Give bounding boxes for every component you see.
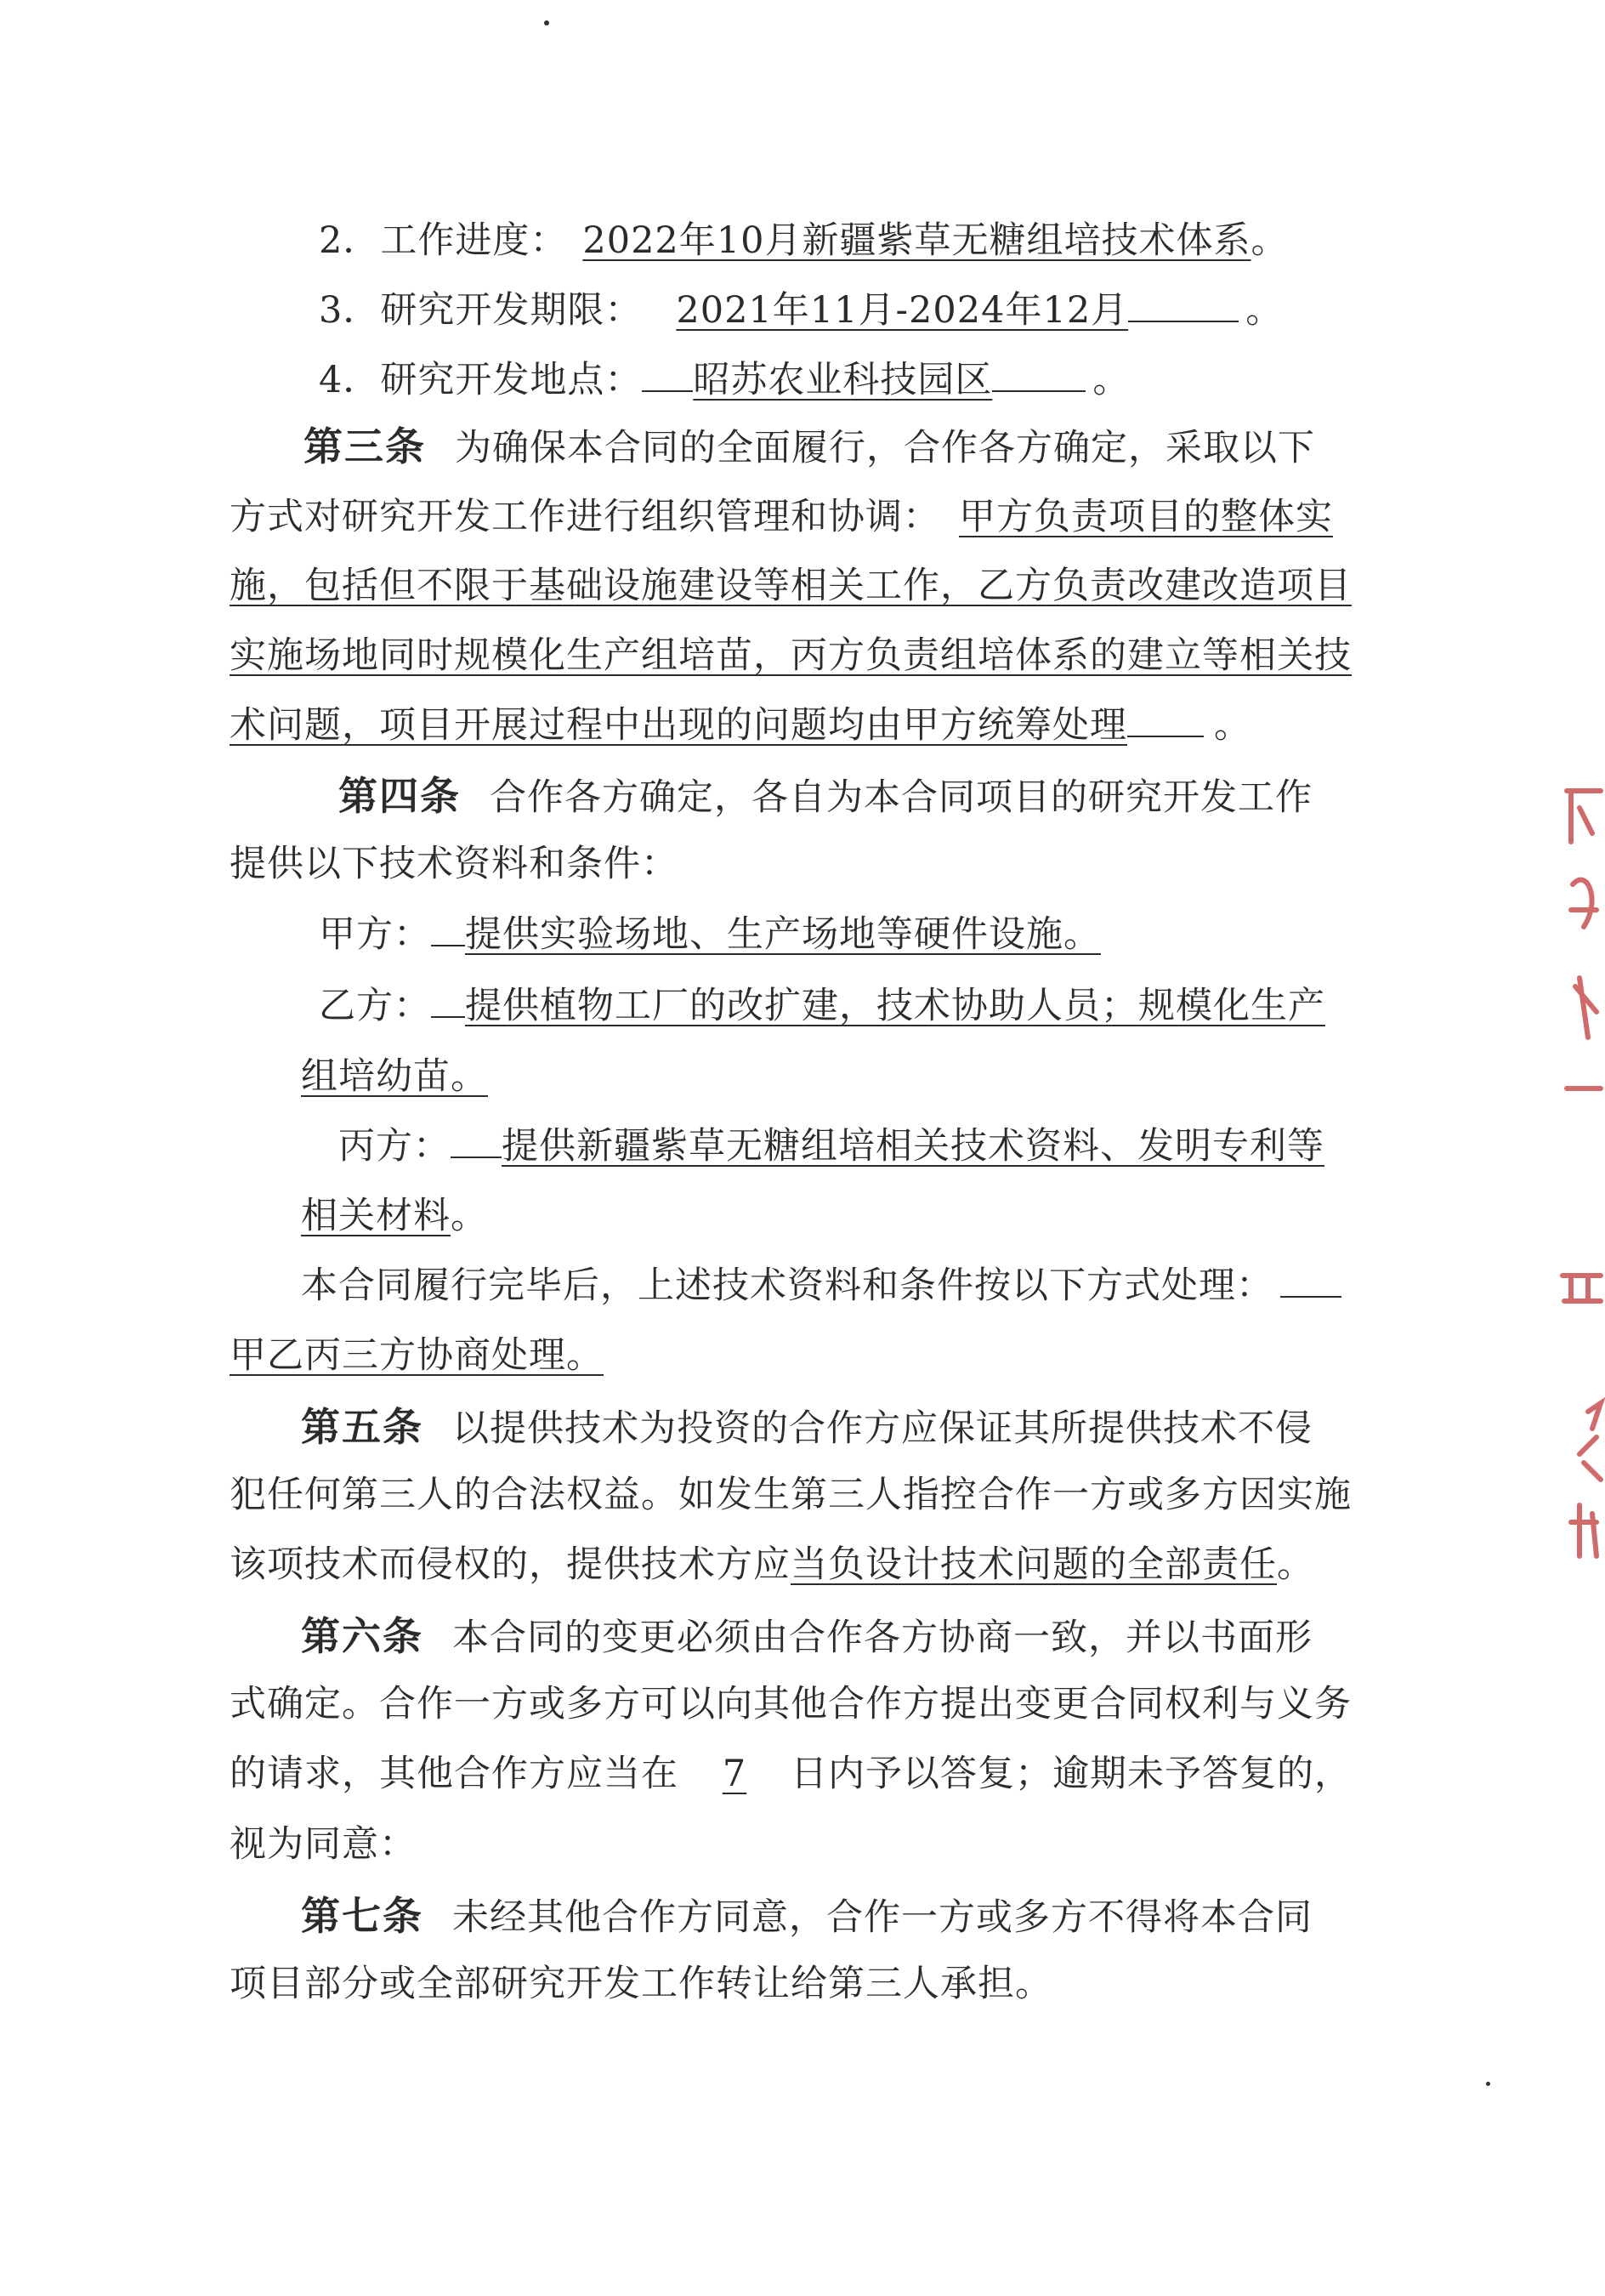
art6-days — [678, 1753, 791, 1795]
item-3-label: 3．研究开发期限： — [319, 289, 643, 332]
art4-bing-value-2: 相关材料 — [301, 1195, 451, 1237]
item-4-line — [319, 361, 1130, 399]
item-2-line — [319, 219, 1289, 262]
seal-fragment-lower — [1554, 1267, 1605, 1573]
art6-heading: 第六条 — [301, 1613, 423, 1659]
art4-line-2: 提供以下技术资料和条件： — [230, 843, 678, 885]
art7-line-2: 项目部分或全部研究开发工作转让给第三人承担。 — [230, 1963, 1052, 2005]
art6-line-1 — [301, 1613, 1313, 1659]
art5-text-3b: 当负设计技术问题的全部责任 — [791, 1543, 1277, 1586]
art4-yi-line-1 — [319, 987, 1325, 1025]
art5-text-3a: 该项技术而侵权的，提供技术方应 — [230, 1543, 791, 1586]
art3-tail: 。 — [1214, 704, 1251, 747]
art6-text-1: 本合同的变更必须由合作各方协商一致，并以书面形 — [452, 1617, 1313, 1659]
art4-bing-value-1: 提供新疆紫草无糖组培相关技术资料、发明专利等 — [502, 1125, 1324, 1168]
art4-yi-label: 乙方： — [319, 985, 431, 1027]
art3-line-5 — [230, 704, 1251, 747]
art6-line-4: 视为同意： — [230, 1823, 417, 1866]
art4-after-blank — [1280, 1267, 1341, 1298]
art5-text-1: 以提供技术为投资的合作方应保证其所提供技术不侵 — [452, 1407, 1313, 1450]
item-4-label: 4．研究开发地点： — [319, 359, 643, 401]
art5-line-3 — [230, 1543, 1314, 1586]
art6-line-3 — [230, 1753, 1352, 1795]
art4-text-1: 合作各方确定，各自为本合同项目的研究开发工作 — [490, 776, 1313, 819]
art4-bing-blank — [451, 1128, 502, 1158]
item-4-blank-lead — [642, 361, 693, 392]
art3-text-1: 为确保本合同的全面履行，合作各方确定，采取以下 — [455, 427, 1315, 469]
art4-jia-blank — [431, 916, 465, 946]
item-4-tail: 。 — [1092, 359, 1131, 401]
art3-text-5: 术问题，项目开展过程中出现的问题均由甲方统筹处理 — [230, 704, 1127, 747]
item-2-value: 2022年10月新疆紫草无糖组培技术体系 — [582, 219, 1251, 262]
art3-line-1 — [303, 423, 1315, 469]
scan-speck — [1486, 2082, 1490, 2086]
art7-line-1 — [301, 1893, 1313, 1939]
art3-heading: 第三条 — [303, 423, 426, 469]
art5-line-1 — [301, 1404, 1313, 1450]
art4-after-line-1 — [301, 1265, 1341, 1307]
item-3-tail: 。 — [1245, 289, 1284, 332]
art4-yi-value-1: 提供植物工厂的改扩建，技术协助人员；规模化生产 — [465, 985, 1325, 1027]
art6-text-3a: 的请求，其他合作方应当在 — [230, 1753, 678, 1795]
art6-line-2: 式确定。合作一方或多方可以向其他合作方提出变更合同权利与义务 — [230, 1683, 1352, 1725]
item-4-value: 昭苏农业科技园区 — [693, 359, 993, 401]
art4-after-line-2: 甲乙丙三方协商处理。 — [230, 1334, 604, 1377]
art3-text-2a: 方式对研究开发工作进行组织管理和协调： — [230, 496, 940, 538]
art5-line-2: 犯任何第三人的合法权益。如发生第三人指控合作一方或多方因实施 — [230, 1474, 1352, 1516]
art4-jia-line — [319, 913, 1101, 956]
art4-heading: 第四条 — [338, 773, 461, 819]
item-2-label: 2．工作进度： — [319, 219, 568, 262]
art3-line-3: 施，包括但不限于基础设施建设等相关工作，乙方负责改建改造项目 — [230, 565, 1352, 607]
art4-yi-blank — [431, 987, 465, 1018]
art6-days-value: 7 — [722, 1753, 747, 1795]
art4-bing-line-1 — [338, 1125, 1324, 1168]
art3-text-2b: 甲方负责项目的整体实 — [959, 496, 1333, 538]
item-3-blank — [1128, 292, 1239, 322]
art4-after-1: 本合同履行完毕后，上述技术资料和条件按以下方式处理： — [301, 1265, 1273, 1307]
art4-line-1 — [338, 773, 1313, 819]
item-3-line — [319, 289, 1284, 332]
seal-fragment-upper — [1554, 782, 1605, 1105]
art3-line-2 — [230, 496, 1333, 538]
item-3-value: 2021年11月-2024年12月 — [676, 289, 1129, 332]
art5-tail: 。 — [1277, 1543, 1314, 1586]
art4-bing-line-2 — [301, 1195, 488, 1237]
item-2-tail: 。 — [1251, 219, 1289, 262]
art5-heading: 第五条 — [301, 1404, 423, 1450]
item-4-blank-trail — [992, 361, 1086, 392]
art4-yi-line-2: 组培幼苗。 — [301, 1055, 488, 1098]
art3-line-4: 实施场地同时规模化生产组培苗，丙方负责组培体系的建立等相关技 — [230, 634, 1352, 677]
art4-bing-label: 丙方： — [338, 1125, 451, 1168]
art6-text-3b: 日内予以答复；逾期未予答复的， — [791, 1753, 1352, 1795]
art7-heading: 第七条 — [301, 1893, 423, 1939]
art4-jia-value: 提供实验场地、生产场地等硬件设施。 — [465, 913, 1101, 956]
art4-jia-label: 甲方： — [319, 913, 431, 956]
art7-text-1: 未经其他合作方同意，合作一方或多方不得将本合同 — [452, 1896, 1313, 1939]
art4-bing-tail: 。 — [451, 1195, 488, 1237]
scan-speck — [544, 20, 549, 26]
art3-blank — [1127, 707, 1204, 737]
